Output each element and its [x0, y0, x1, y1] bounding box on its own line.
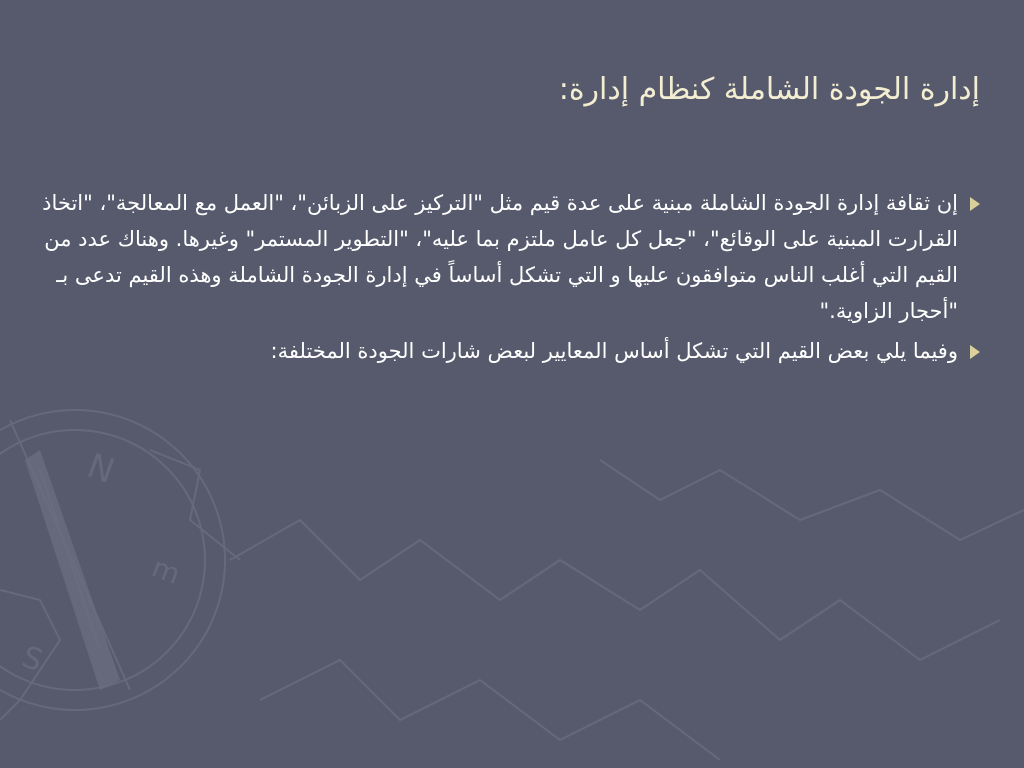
triangle-bullet-icon — [970, 197, 980, 211]
svg-text:S: S — [17, 639, 48, 680]
slide-body — [30, 185, 980, 373]
svg-text:N: N — [81, 445, 120, 493]
bullet-paragraph — [30, 333, 980, 369]
bullet-text: إن ثقافة إدارة الجودة الشاملة مبنية على عدة قيم مثل "التركيز على الزبائن"، "العمل مع المعالجة"، "اتخاذ القرارت المبنية على الوقائع"، "جعل كل عامل ملتزم بما عليه"، "التطوير المستمر" وغيرها. وهناك عدد من القيم التي أغلب الناس متوافقون عليها و التي تشكل أساساً في إدارة الجودة الشاملة وهذه القيم تدعى بـ "أحجار الزاوية." — [42, 191, 958, 323]
slide-title: إدارة الجودة الشاملة كنظام إدارة: — [558, 72, 980, 107]
bullet-paragraph — [30, 185, 980, 329]
triangle-bullet-icon — [970, 345, 980, 359]
bullet-text: وفيما يلي بعض القيم التي تشكل أساس المعايير لبعض شارات الجودة المختلفة: — [270, 339, 958, 363]
svg-text:m: m — [147, 550, 185, 591]
